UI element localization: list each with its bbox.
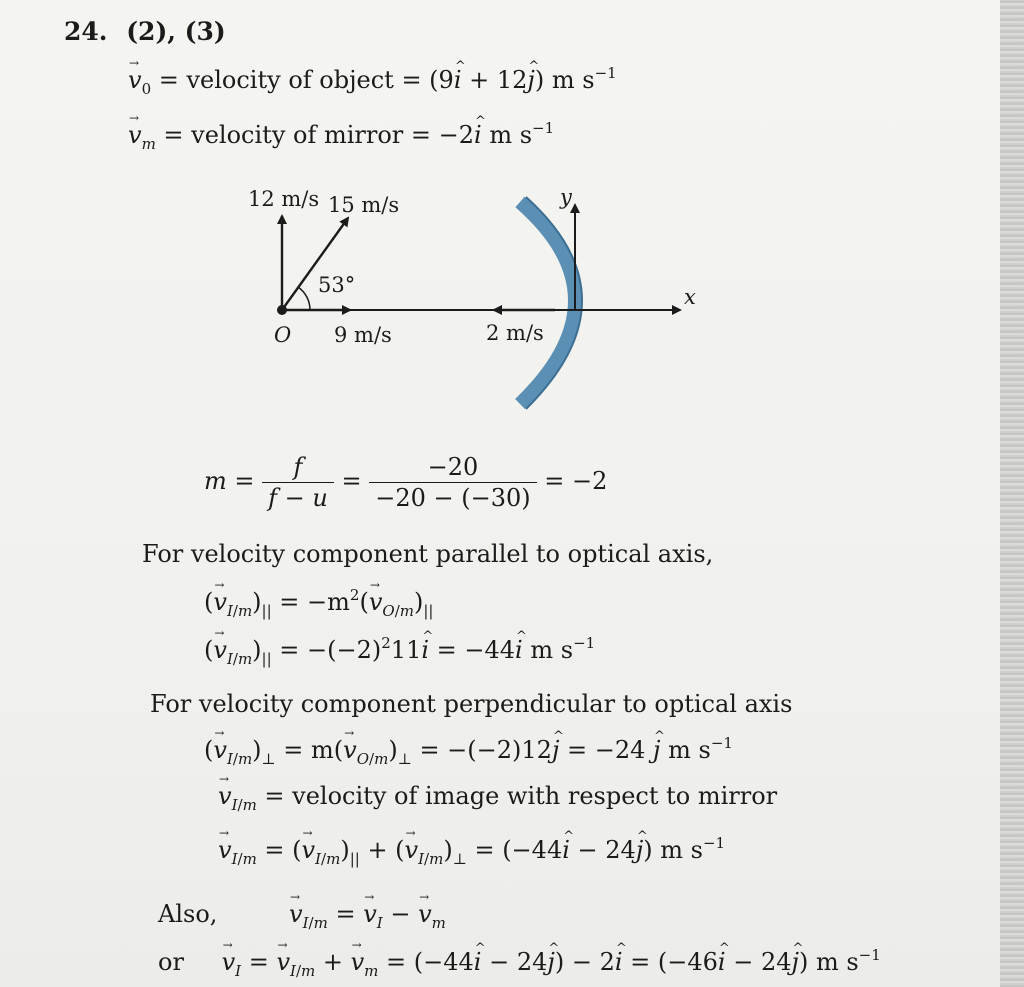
also-line: Also, → $v_{I/m}$ = → $v_I$ − → $v_m$: [158, 900, 446, 928]
question-header: [64, 18, 226, 46]
label-origin: O: [274, 323, 292, 347]
question-number: 24.: [64, 17, 108, 46]
parallel-heading: For velocity component parallel to optical axis,: [142, 540, 714, 568]
angle-arc: [298, 287, 310, 310]
page-binding-edge: [1000, 0, 1024, 987]
perpendicular-formula: (→ $v_{I/m})_\perp = m(\to v_{O/m})_\perp$ = −(−2)12^ j = −24 ^ j m $s^{-1}$: [204, 736, 733, 764]
object-velocity-definition: → $v_0$ = velocity of object = (9^ i + 12^ j) m $s^{-1}$: [128, 66, 617, 94]
image-velocity-definition: → $v_{I/m}$ = velocity of image with respect to mirror: [218, 782, 777, 810]
label-angle: 53°: [318, 273, 356, 297]
label-2ms: 2 m/s: [486, 321, 544, 345]
parallel-value: (→ $v_{I/m})_{||}$ = $-(-2)^211\^{}$ i = −44^ i m $s^{-1}$: [204, 636, 595, 664]
mirror-velocity-definition: → $v_m$ = velocity of mirror = −2^ i m $s^{-1}$: [128, 121, 554, 149]
image-velocity-sum: → $v_{I/m}$ = (→ $v_{I/m})_{||}$ + (→ $v_{I/m})_\perp$ = (−44^ i − 24^ j) m $s^{-1}$: [218, 836, 725, 864]
fraction-f-over-f-minus-u: $\frac{f}{f - u}$: [262, 454, 334, 511]
concave-mirror: [520, 202, 575, 404]
question-answer: (2), (3): [126, 17, 226, 46]
label-15ms: 15 m/s: [328, 193, 400, 217]
velocity-diagram: [230, 180, 710, 420]
fraction-numeric: $\frac{-20}{-20 - (-30)}$: [369, 454, 536, 511]
parallel-formula: (→ $v_{I/m})_{||} = -m^2(\to v_{O/m})_{||}$: [204, 588, 433, 616]
label-12ms: 12 m/s: [248, 187, 320, 211]
label-y-axis: y: [560, 185, 572, 209]
label-x-axis: x: [684, 285, 696, 309]
origin-point: [277, 305, 287, 315]
final-line: or → $v_I$ = → $v_{I/m}$ + → $v_m$ = (−44^ i − 24^ j) − 2^ i = (−46^ i − 24^ j) m $s^{-1}$: [158, 948, 881, 976]
perpendicular-heading: For velocity component perpendicular to optical axis: [150, 690, 793, 718]
magnification-equation: m = $\frac{f}{f - u}$ = $\frac{-20}{-20 - (-30)}$ = −2: [204, 453, 608, 512]
label-9ms: 9 m/s: [334, 323, 392, 347]
